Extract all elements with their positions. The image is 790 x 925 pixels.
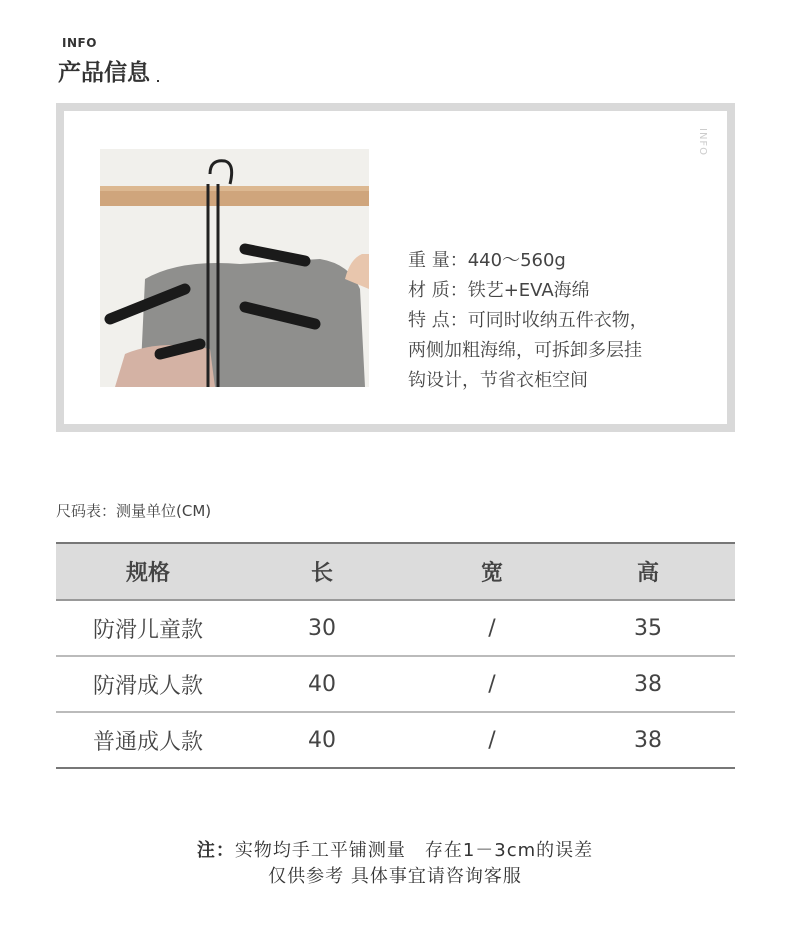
cell: / (488, 615, 496, 641)
spec-feature-3: 钩设计，节省衣柜空间 (408, 370, 588, 391)
section-eyebrow: INFO (62, 36, 97, 50)
cell: 普通成人款 (92, 729, 204, 755)
cell: / (488, 727, 496, 753)
cell: 防滑成人款 (92, 673, 204, 699)
cell: 35 (634, 615, 662, 641)
title-dot (157, 80, 159, 82)
cell: 防滑儿童款 (92, 617, 204, 643)
product-photo (100, 149, 369, 387)
spec-feature-1: 特 点：可同时收纳五件衣物， (408, 310, 648, 331)
table-row (56, 657, 735, 713)
header-cell: 规格 (125, 561, 171, 586)
note-line-2: 仅供参考 具体事宜请咨询客服 (268, 866, 522, 887)
table-header (56, 544, 735, 601)
size-caption: 尺码表：测量单位(CM) (56, 502, 212, 520)
header-cell: 高 (636, 561, 660, 586)
table-row (56, 601, 735, 657)
note-line-1 (0, 836, 790, 862)
header-cell: 长 (310, 561, 334, 586)
table-row (56, 713, 735, 769)
size-table (56, 542, 735, 769)
note-text-1: 实物均手工平铺测量 存在1－3cm的误差 (234, 840, 594, 861)
cell: 38 (634, 671, 662, 697)
side-label: INFO (697, 128, 708, 157)
spec-material: 材 质：铁艺+EVA海绵 (408, 280, 590, 301)
cell: 40 (308, 727, 336, 753)
cell: 30 (308, 615, 336, 641)
cell: 40 (308, 671, 336, 697)
cell: / (488, 671, 496, 697)
spec-feature-2: 两侧加粗海绵，可拆卸多层挂 (408, 340, 642, 361)
spec-weight: 重 量：440～560g (408, 250, 566, 271)
cell: 38 (634, 727, 662, 753)
section-title: 产品信息 (58, 60, 150, 86)
note-label: 注： (196, 840, 235, 861)
header-cell: 宽 (480, 561, 504, 586)
